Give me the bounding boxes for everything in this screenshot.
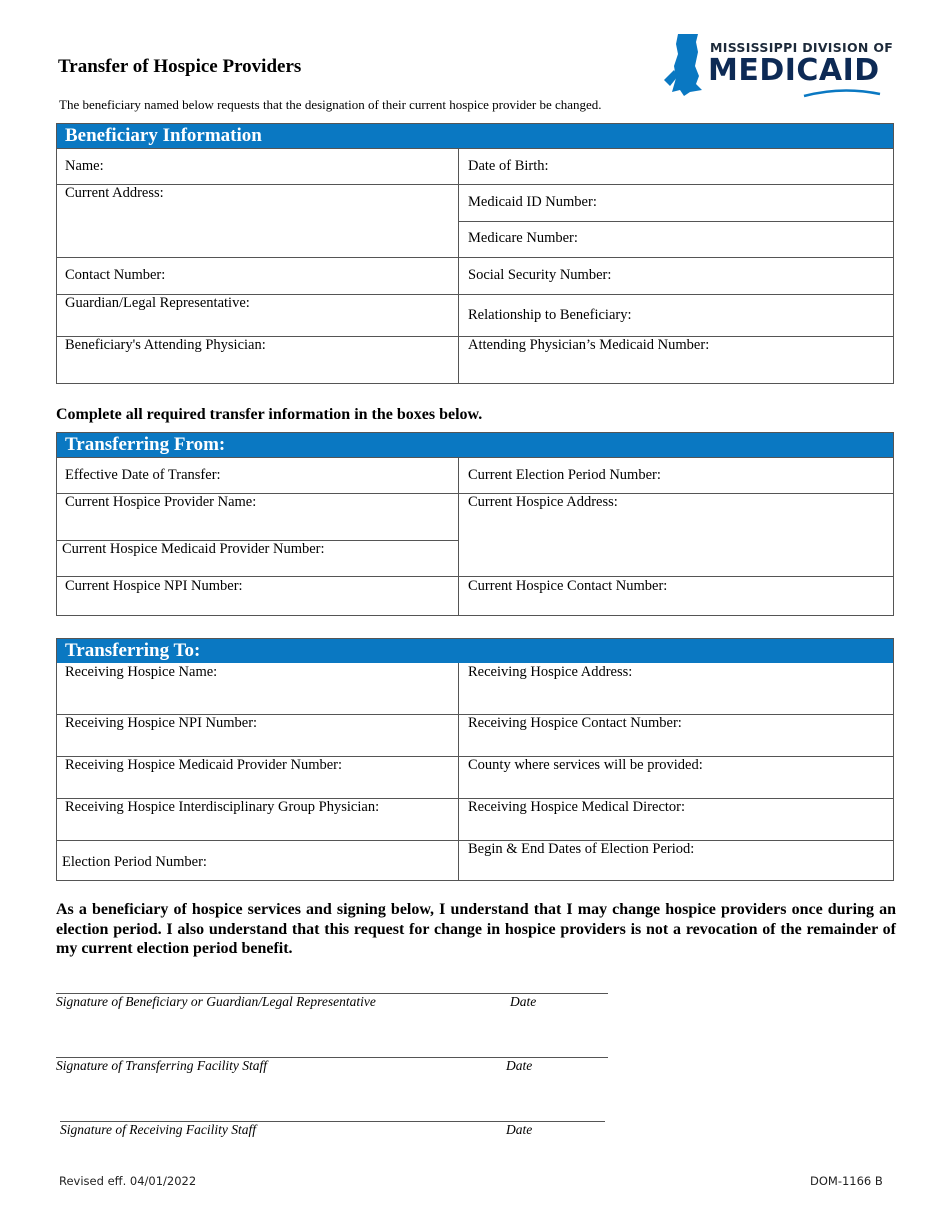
relationship-field[interactable]: Relationship to Beneficiary: [468,307,632,323]
receiving-address-field[interactable]: Receiving Hospice Address: [468,664,633,680]
receiving-contact-field[interactable]: Receiving Hospice Contact Number: [468,715,682,731]
provider-name-field[interactable]: Current Hospice Provider Name: [65,494,257,510]
form-number: DOM-1166 B [810,1174,883,1188]
intro-text: The beneficiary named below requests that the designation of their current hospice provider be changed. [59,97,602,112]
beneficiary-section [56,123,894,384]
medical-director-field[interactable]: Receiving Hospice Medical Director: [468,799,686,815]
dob-field[interactable]: Date of Birth: [468,158,549,174]
mississippi-state-icon [662,32,708,98]
transfer-instruction: Complete all required transfer information in the boxes below. [56,406,483,423]
guardian-field[interactable]: Guardian/Legal Representative: [65,295,250,311]
ssn-field[interactable]: Social Security Number: [468,267,612,283]
transferring-from-heading: Transferring From: [57,433,893,457]
receiving-npi-field[interactable]: Receiving Hospice NPI Number: [65,715,258,731]
receiving-date-label: Date [506,1122,533,1137]
beneficiary-heading: Beneficiary Information [57,124,893,148]
hospice-contact-field[interactable]: Current Hospice Contact Number: [468,578,668,594]
transferring-to-heading: Transferring To: [57,639,893,663]
medicaid-logo [662,30,894,100]
transferring-date-label: Date [506,1058,533,1073]
npi-field[interactable]: Current Hospice NPI Number: [65,578,243,594]
logo-main-text: MEDICAID [708,53,880,88]
idg-physician-field[interactable]: Receiving Hospice Interdisciplinary Group Physician: [65,799,380,815]
medicaid-provider-field[interactable]: Current Hospice Medicaid Provider Number: [62,541,325,557]
address-field[interactable]: Current Address: [65,185,164,201]
receiving-election-period-field[interactable]: Election Period Number: [62,854,207,870]
election-period-field[interactable]: Current Election Period Number: [468,467,661,483]
physician-field[interactable]: Beneficiary's Attending Physician: [65,337,266,353]
beneficiary-date-label: Date [510,994,537,1009]
revised-date: Revised eff. 04/01/2022 [59,1174,197,1188]
effective-date-field[interactable]: Effective Date of Transfer: [65,467,221,483]
hospice-address-field[interactable]: Current Hospice Address: [468,494,618,510]
beneficiary-signature-label: Signature of Beneficiary or Guardian/Legal Representative [56,994,376,1009]
receiving-signature-label: Signature of Receiving Facility Staff [60,1122,256,1137]
contact-field[interactable]: Contact Number: [65,267,166,283]
physician-medicaid-field[interactable]: Attending Physician’s Medicaid Number: [468,337,710,353]
transferring-from-section [56,432,894,616]
receiving-medicaid-provider-field[interactable]: Receiving Hospice Medicaid Provider Number: [65,757,343,773]
page-title: Transfer of Hospice Providers [58,56,302,77]
medicare-field[interactable]: Medicare Number: [468,230,578,246]
election-dates-field[interactable]: Begin & End Dates of Election Period: [468,841,695,857]
county-field[interactable]: County where services will be provided: [468,757,703,773]
name-field[interactable]: Name: [65,158,104,174]
receiving-name-field[interactable]: Receiving Hospice Name: [65,664,218,680]
acknowledgement-statement: As a beneficiary of hospice services and signing below, I understand that I may change hospice providers once during an election period. I also understand that this request for change in hospice providers is not a revocation of the remainder of my current election period benefit. [56,901,896,957]
transferring-signature-label: Signature of Transferring Facility Staff [56,1058,268,1073]
medicaid-id-field[interactable]: Medicaid ID Number: [468,194,597,210]
transferring-to-section [56,638,894,881]
logo-swoosh-icon [802,88,882,98]
logo-top-text: MISSISSIPPI DIVISION OF [710,40,894,55]
